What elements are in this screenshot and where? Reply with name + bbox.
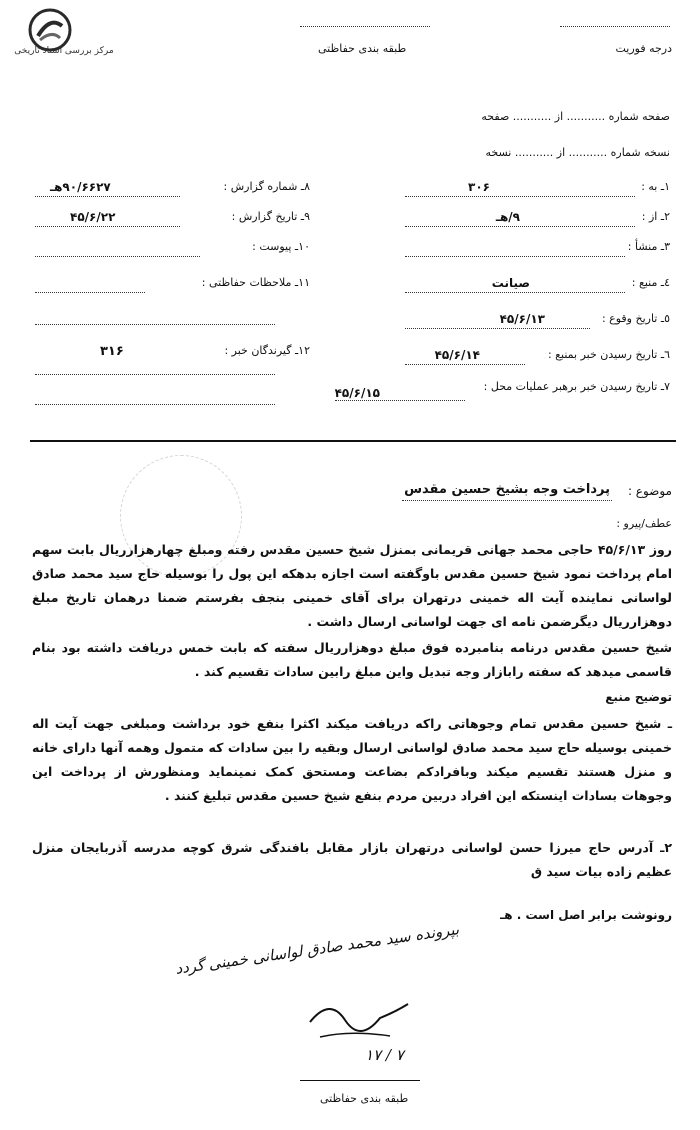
field-label: ٩ـ تاریخ گزارش : xyxy=(231,210,310,223)
field-line xyxy=(405,256,625,257)
field-line xyxy=(35,374,275,375)
source-note-title: توضیح منبع xyxy=(605,690,672,704)
field-value: ۴۵/۶/۱۵ xyxy=(334,386,380,400)
source-note-2: ۲ـ آدرس حاج میرزا حسن لواسانی درتهران بازار مقابل بافندگی شرق کوچه مدرسه آذربایجان منزل عظیم زاده بیات سید ق xyxy=(32,840,672,879)
field-label: ١١ـ ملاحظات حفاظتی : xyxy=(201,276,310,289)
classification-top: طبقه بندی حفاظتی xyxy=(318,42,407,55)
left-field-recipients xyxy=(30,344,310,357)
field-line xyxy=(35,292,145,293)
right-field-to xyxy=(330,180,670,193)
main-divider xyxy=(30,440,676,442)
field-value: ۴۵/۶/۱۳ xyxy=(499,312,545,326)
field-value: ۴۵/۶/۱۴ xyxy=(434,348,480,362)
left-field-report-date xyxy=(30,210,310,223)
field-line xyxy=(35,404,275,405)
classification-top-line xyxy=(300,26,430,27)
field-value: ۹۰/۶۶۲۷هـ xyxy=(50,180,111,194)
field-label: ۲ـ از : xyxy=(641,210,670,223)
field-value: ۳۰۶ xyxy=(468,180,490,194)
field-line xyxy=(405,196,635,197)
body-paragraph-2: شیخ حسین مقدس درنامه بنامبرده فوق مبلغ دوهزارریال سفته که بابت خمس دریافت داشته بود بنام قاسمی میدهد که سفته رابازار وجه تبدیل واین مبلغ رابین سادات تقسیم کند . xyxy=(32,640,672,679)
field-value: ۴۵/۶/۲۲ xyxy=(70,210,116,224)
right-field-from xyxy=(330,210,670,223)
field-line xyxy=(35,226,180,227)
left-field-security-notes xyxy=(30,276,310,289)
page-number-line: صفحه شماره ........... از ........... صفحه xyxy=(481,110,670,123)
field-label: ۱ـ به : xyxy=(641,180,670,193)
classification-bottom: طبقه بندی حفاظتی xyxy=(320,1092,409,1105)
field-line xyxy=(405,328,590,329)
copy-note: رونوشت برابر اصل است . هـ xyxy=(500,908,672,922)
urgency-label: درجه فوریت xyxy=(615,42,672,55)
logo-caption: مرکز بررسی اسناد تاریخی xyxy=(14,46,114,56)
field-line xyxy=(35,196,180,197)
field-label: ٤ـ منبع : xyxy=(631,276,670,289)
subject-line xyxy=(402,500,612,501)
field-line xyxy=(405,364,525,365)
field-label: ۳ـ منشأ : xyxy=(627,240,670,253)
right-field-source-date xyxy=(330,348,670,361)
field-line xyxy=(35,324,275,325)
field-value: ۹/هـ xyxy=(495,210,520,224)
right-field-event-date xyxy=(330,312,670,325)
field-label: ٥ـ تاریخ وقوع : xyxy=(601,312,670,325)
field-label: ١٢ـ گیرندگان خبر : xyxy=(224,344,310,357)
field-value: صیانت xyxy=(491,276,530,290)
left-field-attachment xyxy=(30,240,310,253)
subject-value: پرداخت وجه بشیخ حسین مقدس xyxy=(404,482,610,497)
source-note-1: ـ شیخ حسین مقدس تمام وجوهاتی راکه دریافت میکند اکثرا بنفع خود برداشت ومبلغی جهت آیت اله خمینی بوسیله حاج سید محمد صادق لواسانی ارسال وبقیه را بین سادات که متمول وهمه آنها دارای خانه و منزل هستند تقسیم میکند وبافرادکم بضاعت ومستحق کمک نمینماید ومنظورش از پرداخت این وجوهات بسادات اینستکه این افراد دربین مردم بنفع شیخ حسین مقدس تبلیغ کنند . xyxy=(32,716,672,803)
field-label: ١٠ـ پیوست : xyxy=(252,240,310,253)
handwritten-date: ۱۷ / ۷ xyxy=(365,1046,404,1064)
reference-label: عطف/پیرو : xyxy=(616,517,672,530)
body-paragraph-1: روز ۴۵/۶/۱۳ حاجی محمد جهانی قریمانی بمنزل شیخ حسین مقدس رفته ومبلغ چهارهزارریال بابت سهم امام پرداخت نمود شیخ حسین مقدس باوگفته است اجازه بدهکه این پول را بوسیله حاج سید محمد صادق لواسانی نماینده آیت اله خمینی درتهران برای آقای خمینی بنجف بفرستم ضمنا درهمان تاریخ مبلغ دوهزارریال دیگرضمن نامه ای جهت لواسانی ارسال داشت . xyxy=(32,542,672,629)
field-line xyxy=(335,400,465,401)
field-line xyxy=(35,256,200,257)
right-field-operations-date xyxy=(270,380,670,400)
copy-number-line: نسخه شماره ........... از ........... نسخه xyxy=(485,146,670,159)
subject-label: موضوع : xyxy=(627,484,672,498)
right-field-origin xyxy=(330,240,670,253)
classification-bottom-line xyxy=(300,1080,420,1081)
field-label: ٧ـ تاریخ رسیدن خبر برهبر عملیات محل : xyxy=(483,380,670,393)
field-label: ٨ـ شماره گزارش : xyxy=(223,180,310,193)
handwritten-note: بپرونده سید محمد صادق لواسانی خمینی گردد xyxy=(173,920,460,978)
left-field-report-number xyxy=(30,180,310,193)
urgency-line xyxy=(560,26,670,27)
field-line xyxy=(405,292,625,293)
right-field-source xyxy=(330,276,670,289)
field-value: ۳۱۶ xyxy=(100,344,124,359)
field-label: ٦ـ تاریخ رسیدن خبر بمنبع : xyxy=(547,348,670,361)
field-line xyxy=(405,226,635,227)
